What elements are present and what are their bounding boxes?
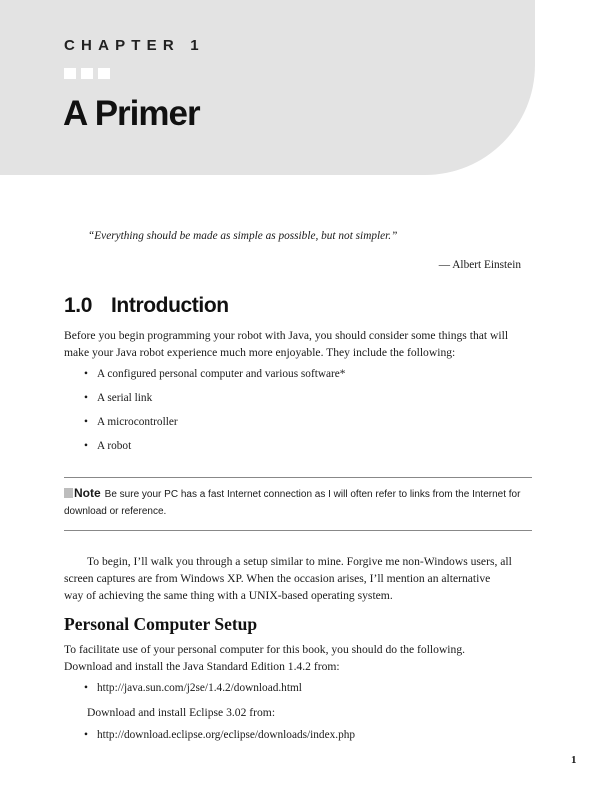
chapter-title: A Primer — [63, 94, 200, 133]
eclipse-download-link[interactable]: http://download.eclipse.org/eclipse/downloads/index.php — [97, 729, 356, 741]
requirements-list — [84, 366, 345, 462]
section-number: 1.0 — [64, 294, 92, 317]
list-item: • A serial link — [84, 392, 153, 404]
setup-paragraph — [64, 641, 534, 675]
intro-line: make your Java robot experience much more enjoyable. They include the following: — [64, 346, 456, 359]
setup-line: Download and install the Java Standard Edition 1.4.2 from: — [64, 660, 340, 673]
intro-line: Before you begin programming your robot with Java, you should consider some things that will — [64, 329, 509, 342]
epigraph-attribution: — Albert Einstein — [438, 259, 521, 271]
java-download-link[interactable]: http://java.sun.com/j2se/1.4.2/download.html — [97, 682, 302, 694]
page-number: 1 — [571, 754, 577, 766]
body-paragraph — [64, 553, 534, 604]
body-line: way of achieving the same thing with a UNIX-based operating system. — [64, 589, 393, 602]
list-item: • http://java.sun.com/j2se/1.4.2/download.html — [84, 682, 302, 694]
note-text: Be sure your PC has a fast Internet connection as I will often refer to links from the Internet for — [104, 489, 521, 500]
chapter-label: CHAPTER 1 — [64, 37, 205, 54]
eclipse-paragraph: Download and install Eclipse 3.02 from: — [87, 706, 276, 719]
chapter-banner — [0, 0, 535, 175]
body-line: screen captures are from Windows XP. When the occasion arises, I’ll mention an alternative — [64, 572, 491, 585]
eclipse-link-list — [84, 727, 355, 751]
note — [64, 485, 530, 520]
note-top-rule — [64, 477, 532, 478]
list-item: • A microcontroller — [84, 416, 178, 428]
body-line: To begin, I’ll walk you through a setup similar to mine. Forgive me non-Windows users, all — [87, 555, 512, 568]
note-bottom-rule — [64, 530, 532, 531]
note-label: Note — [74, 486, 101, 500]
java-link-list — [84, 680, 302, 704]
list-item: • A configured personal computer and various software* — [84, 368, 346, 380]
list-item: • http://download.eclipse.org/eclipse/downloads/index.php — [84, 729, 356, 741]
note-marker-icon — [64, 488, 73, 498]
section-heading — [64, 294, 229, 318]
intro-paragraph — [64, 327, 534, 361]
section-title: Introduction — [111, 294, 229, 317]
chapter-ornament — [64, 68, 110, 79]
setup-line: To facilitate use of your personal computer for this book, you should do the following. — [64, 643, 466, 656]
list-item: • A robot — [84, 440, 132, 452]
subsection-heading: Personal Computer Setup — [64, 614, 258, 634]
note-text-continued: download or reference. — [64, 506, 167, 517]
epigraph-quote: “Everything should be made as simple as possible, but not simpler.” — [88, 230, 398, 242]
